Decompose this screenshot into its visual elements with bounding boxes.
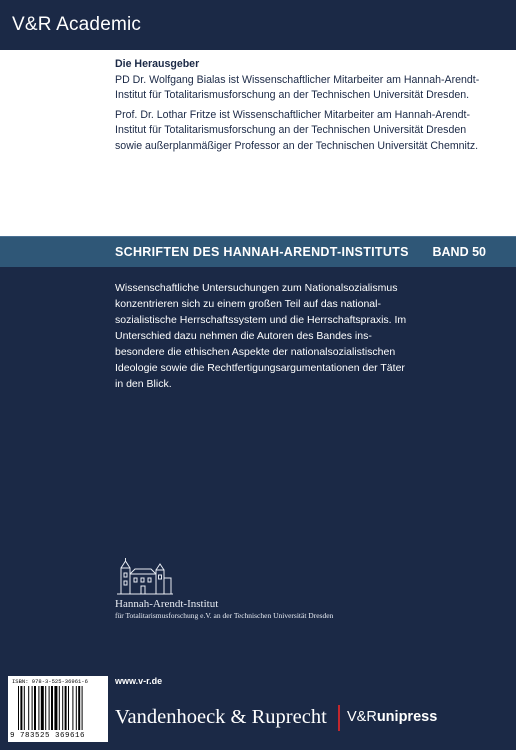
barcode-number: 9 783525 369616: [10, 732, 86, 740]
top-bar: [0, 0, 516, 50]
imprint-logo: [347, 709, 437, 725]
editors-section: [115, 57, 495, 158]
editors-heading: Die Herausgeber: [115, 58, 200, 70]
series-title: SCHRIFTEN DES HANNAH-ARENDT-INSTITUTS: [115, 245, 409, 259]
imprint-suffix: unipress: [376, 709, 438, 725]
publisher-name: Vandenhoeck & Ruprecht: [115, 706, 327, 728]
barcode-bars: [18, 686, 102, 732]
publisher-divider: [338, 705, 340, 731]
website-link[interactable]: www.v-r.de: [115, 676, 163, 686]
barcode: [8, 676, 108, 742]
book-description: Wissenschaftliche Untersuchungen zum Nationalsozialismus konzentrieren sich zu einem großen Teil auf das national-sozialistische Herrschaftssystem und die Herrschaftspraxis. Im Unterschied dazu nehmen die Autoren des Bandes ins-besondere die ethischen Aspekte der nationalsozialistischen Ideologie sowie die Rechtfertigungsargumentationen der Täter in den Blick.: [115, 282, 407, 390]
institute-logo: [115, 558, 365, 628]
editor-bio-2: Prof. Dr. Lothar Fritze ist Wissenschaftlicher Mitarbeiter am Hannah-Arendt-Institut für Totalitarismusforschung an der Technischen Universität Dresden sowie außerplanmäßiger Professor an der Technischen Universität Chemnitz.: [115, 108, 479, 152]
isbn-text: ISBN: 978-3-525-36961-6: [12, 678, 88, 685]
institute-subtitle: für Totalitarismusforschung e.V. an der Technischen Universität Dresden: [115, 611, 334, 620]
series-volume: BAND 50: [432, 245, 486, 259]
imprint-prefix: V&R: [347, 709, 377, 725]
series-band: [0, 236, 516, 267]
institute-name: Hannah-Arendt-Institut: [115, 598, 219, 610]
brand-logo-text: V&R Academic: [12, 14, 142, 35]
castle-icon: [115, 558, 175, 596]
editor-bio-1: PD Dr. Wolfgang Bialas ist Wissenschaftlicher Mitarbeiter am Hannah-Arendt-Institut für Totalitarismusforschung an der Technischen Universität Dresden.: [115, 73, 480, 101]
